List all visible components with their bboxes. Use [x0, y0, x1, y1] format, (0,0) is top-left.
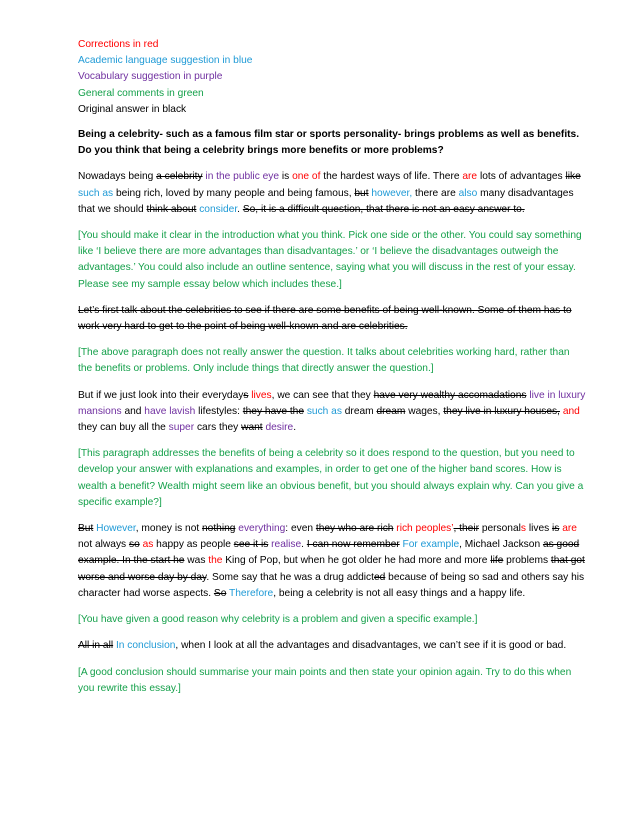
legend-corrections: Corrections in red	[78, 39, 159, 50]
text-original: because of being so sad and others say his character had worse aspects.	[78, 571, 585, 599]
legend-academic: Academic language suggestion in blue	[78, 55, 253, 67]
text-deleted: want	[241, 422, 263, 434]
text-academic: Therefore	[226, 587, 274, 599]
text-correction: as	[139, 539, 154, 551]
text-deleted: But	[78, 523, 94, 535]
text-original: there are	[412, 187, 459, 199]
essay-question	[78, 127, 586, 159]
text-academic: consider	[196, 203, 238, 215]
text-original: .	[237, 203, 243, 215]
text-vocabulary: desire	[262, 422, 294, 434]
comment-introduction: [You should make it clear in the introduction what you think. Pick one side or the other. You could say something like ‘I believe there are more advantages than disadvantages.’ or ‘I believe the disadvantages outweigh the advantages.’ You could also include an outline sentence, saying what you will discuss in the rest of your essay. Please see my sample essay below which includes these.]	[78, 230, 582, 290]
text-deleted: All in all	[78, 640, 114, 652]
text-correction: are	[559, 523, 577, 535]
text-deleted: So, it is a difficult question, that there is not an easy answer to.	[242, 203, 525, 215]
paragraph-two-deleted: Let’s first talk about the celebrities to see if there are some benefits of being well-known. Some of them has to work very hard to get to the point of being well-known and are celebrities.	[78, 304, 572, 333]
text-original: .	[301, 539, 307, 551]
text-academic: also	[458, 187, 478, 199]
text-deleted: a celebrity	[156, 171, 203, 183]
text-original: , when I look at all the advantages and disadvantages, we can’t see if it is good or bad.	[175, 640, 567, 652]
text-original: cars they	[194, 422, 242, 434]
text-original: and	[121, 405, 145, 417]
text-original: problems	[503, 555, 551, 567]
text-deleted: life	[490, 555, 504, 567]
text-deleted: as good example. In the start he	[78, 539, 580, 567]
comment-paragraph-two: [The above paragraph does not really answer the question. It talks about celebrities working hard, rather than the benefits or problems. Only include things that directly answer the question.]	[78, 347, 570, 375]
legend-vocabulary: Vocabulary suggestion in purple	[78, 71, 223, 83]
comment-problems: [You have given a good reason why celebrity is a problem and given a specific example.]	[78, 614, 478, 626]
text-vocabulary: live in luxury mansions	[78, 389, 586, 417]
text-original: being rich, loved by many people and being famous,	[113, 187, 355, 199]
text-academic: For example	[399, 539, 460, 551]
legend-original: Original answer in black	[78, 103, 187, 115]
legend-comments: General comments in green	[78, 87, 204, 99]
text-academic: however,	[368, 187, 413, 199]
text-deleted: have very wealthy accomadations	[373, 389, 527, 401]
text-deleted: that got worse and worse day by day	[78, 555, 585, 583]
text-original: is	[279, 171, 293, 183]
paragraph-benefits	[78, 388, 586, 437]
text-original: the hardest ways of life. There	[320, 171, 463, 183]
text-deleted: they live in luxury houses,	[443, 405, 560, 417]
text-deleted: So	[213, 587, 227, 599]
text-original: happy as people	[153, 539, 234, 551]
text-academic: such as	[303, 405, 342, 417]
text-vocabulary: in the public eye	[202, 171, 280, 183]
text-deleted: ed	[373, 571, 386, 583]
text-deleted: s	[243, 389, 249, 401]
text-correction: are	[462, 171, 478, 183]
text-academic: However	[93, 523, 136, 535]
text-original: . Some say that he was a drug addict	[206, 571, 374, 583]
text-original: many disadvantages that we should	[78, 187, 574, 215]
text-deleted: I can now remember	[306, 539, 400, 551]
text-original: : even	[285, 523, 316, 535]
paragraph-problems	[78, 521, 586, 602]
text-original: dream	[341, 405, 377, 417]
text-original: .	[293, 422, 297, 434]
question-line-2: Do you think that being a celebrity brings more benefits or more problems?	[78, 145, 444, 157]
color-legend	[78, 37, 586, 118]
text-original: , being a celebrity is not all easy things and a happy life.	[273, 587, 526, 599]
text-original: , we can see that they	[271, 389, 374, 401]
text-deleted: dream	[376, 405, 406, 417]
text-correction: the	[208, 555, 223, 567]
text-deleted: but	[354, 187, 369, 199]
comment-conclusion: [A good conclusion should summarise your main points and then state your opinion again. Try to do this when you rewrite this essay.]	[78, 666, 572, 694]
text-original: King of Pop, but when he got older he had more and more	[222, 555, 491, 567]
text-vocabulary: realise	[268, 539, 302, 551]
text-original: Nowadays being	[78, 171, 157, 183]
text-original: lives	[526, 523, 553, 535]
text-correction: s	[520, 523, 526, 535]
question-line-1: Being a celebrity- such as a famous film star or sports personality- brings problems as well as benefits.	[78, 129, 580, 141]
text-original: lifestyles:	[195, 405, 243, 417]
paragraph-introduction	[78, 169, 586, 218]
text-original: they can buy all the	[78, 422, 169, 434]
text-original: But if we just look into their everyday	[78, 389, 244, 401]
paragraph-conclusion	[78, 638, 586, 654]
text-original: lots of advantages	[477, 171, 566, 183]
text-original: , Michael Jackson	[459, 539, 543, 551]
comment-benefits: [This paragraph addresses the benefits of being a celebrity so it does respond to the question, but you need to develop your answer with explanations and examples, in order to get one of the higher band scores. How is wealth a benefit? Wealth might seem like an obvious benefit, but you should always explain why. Can you give a specific example?]	[78, 448, 584, 508]
text-deleted: like	[565, 171, 581, 183]
text-correction: and	[559, 405, 580, 417]
text-deleted: think about	[146, 203, 197, 215]
text-deleted: nothing	[202, 523, 236, 535]
text-academic: such as	[78, 187, 114, 199]
text-original: personal	[478, 523, 521, 535]
text-correction: lives	[248, 389, 272, 401]
text-original: wages,	[405, 405, 444, 417]
text-deleted: they have the	[242, 405, 304, 417]
text-correction: one of	[292, 171, 321, 183]
text-deleted: , their	[453, 523, 479, 535]
text-correction: rich peoples’	[393, 523, 454, 535]
text-vocabulary: everything	[235, 523, 286, 535]
text-deleted: they who are rich	[315, 523, 394, 535]
text-original: not always	[78, 539, 129, 551]
text-original: , money is not	[135, 523, 203, 535]
text-deleted: see it is	[233, 539, 269, 551]
text-vocabulary: super	[168, 422, 195, 434]
text-original: was	[184, 555, 209, 567]
text-deleted: is	[552, 523, 560, 535]
text-vocabulary: have lavish	[144, 405, 196, 417]
text-deleted: so	[128, 539, 140, 551]
text-academic: In conclusion	[113, 640, 176, 652]
